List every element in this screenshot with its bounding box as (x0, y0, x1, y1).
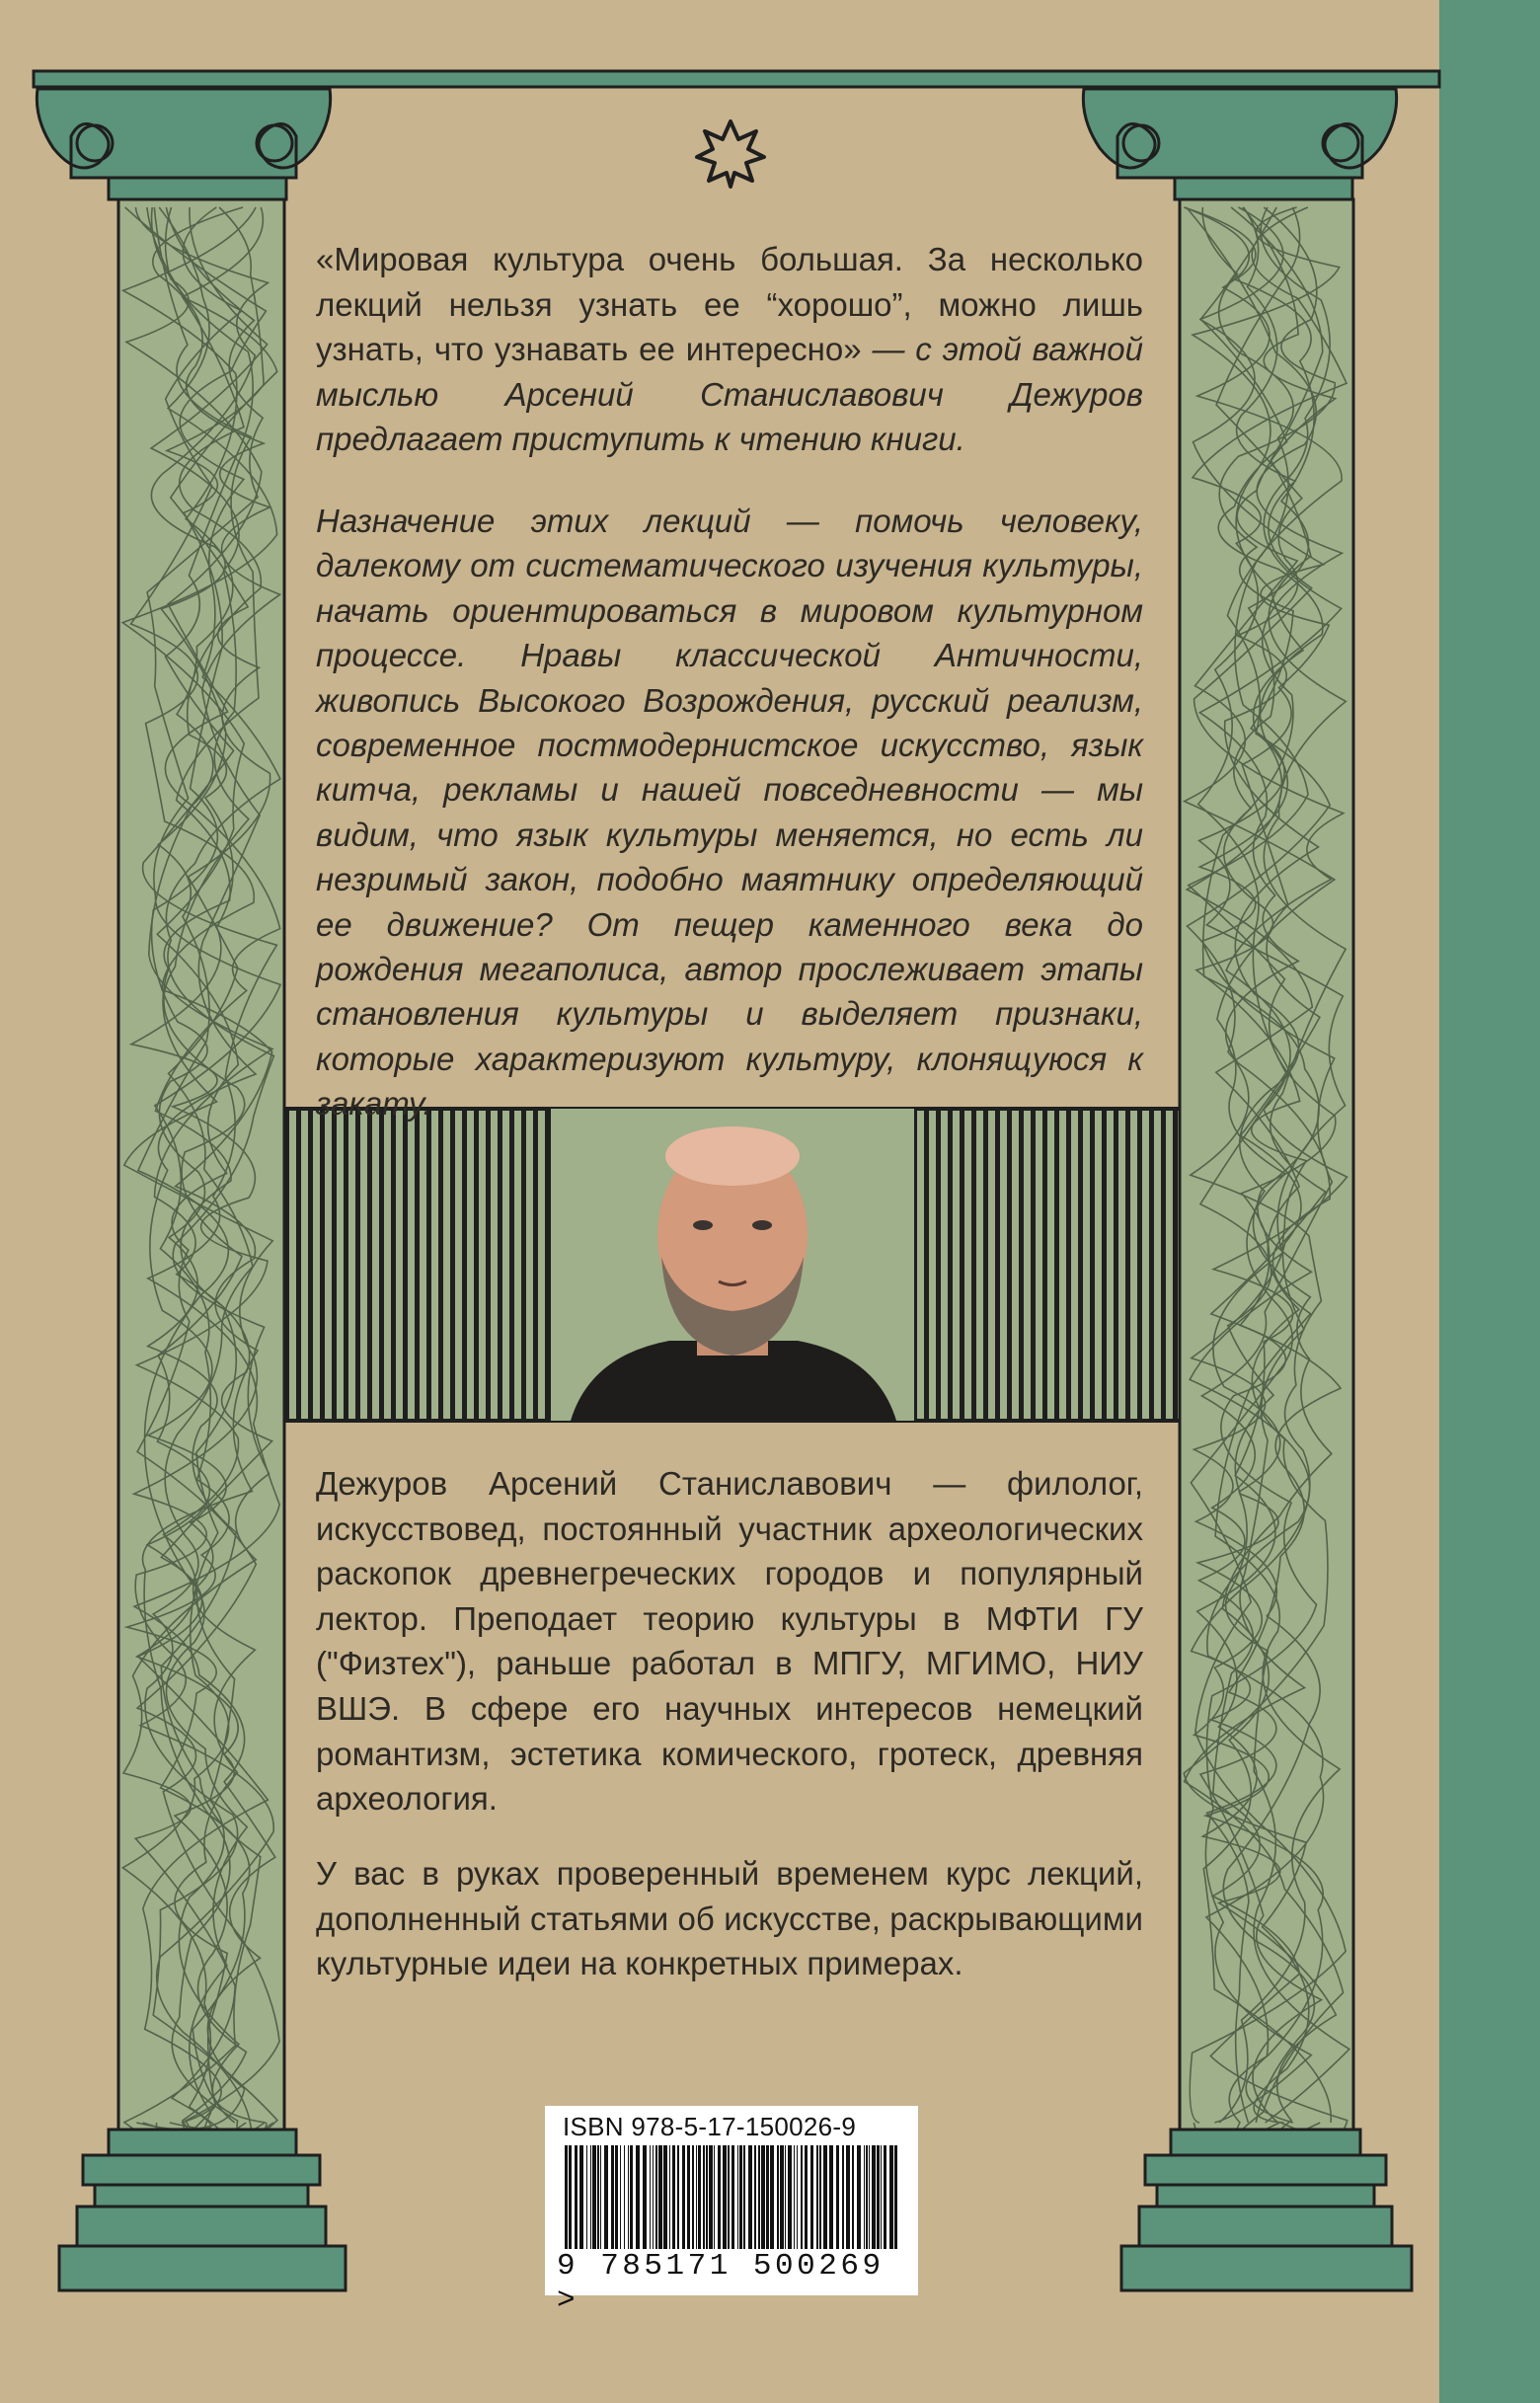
barcode-bar (737, 2145, 738, 2249)
barcode-bar (894, 2145, 897, 2249)
author-photo (551, 1109, 914, 1421)
barcode-bar (672, 2145, 675, 2249)
barcode-bar (624, 2145, 625, 2249)
eight-point-star-icon (697, 121, 764, 187)
barcode-bar (698, 2145, 701, 2249)
barcode-bar (842, 2145, 844, 2249)
barcode-bar (615, 2145, 618, 2249)
barcode-bar (630, 2145, 633, 2249)
barcode-bar (836, 2145, 839, 2249)
barcode-bar (592, 2145, 596, 2249)
barcode-bar (653, 2145, 654, 2249)
barcode-bar (777, 2145, 779, 2249)
barcode-bar (628, 2145, 629, 2249)
author-bio-text: Дежуров Арсений Станиславович — филолог, искусствовед, постоянный участник археологических раскопок древнегреческих городов и популярный лектор. Преподает теорию культуры в МФТИ ГУ ("Физтех"), раньше работал в МПГУ, МГИМО, НИУ ВШЭ. В сфере его научных интересов немецкий романтизм, эстетика комического, гротеск, древняя археология. (316, 1465, 1143, 1818)
barcode-bar (575, 2145, 578, 2249)
barcode-bar (655, 2145, 657, 2249)
barcode-bar (780, 2145, 784, 2249)
barcode-bar (600, 2145, 601, 2249)
barcode-bar (692, 2145, 694, 2249)
quote-text: «Мировая культура очень большая. За несколько лекций нельзя узнать ее “хорошо”, можно лишь узнать, что узнавать ее интересно» (316, 241, 1143, 367)
barcode-bar (805, 2145, 808, 2249)
barcode-bar (869, 2145, 870, 2249)
barcode-bar (758, 2145, 760, 2249)
barcode-bar (663, 2145, 667, 2249)
barcode-bar (590, 2145, 591, 2249)
barcode-bar (864, 2145, 865, 2249)
top-beam (34, 71, 1439, 87)
barcode-bar (732, 2145, 734, 2249)
isbn-digits: 9 785171 500269 > (557, 2249, 885, 2318)
barcode-bar (761, 2145, 765, 2249)
barcode-bar (643, 2145, 647, 2249)
quote-paragraph (316, 237, 1143, 462)
barcode-bar (754, 2145, 756, 2249)
barcode-bar (718, 2145, 721, 2249)
barcode-bar (877, 2145, 880, 2249)
barcode-bar (620, 2145, 621, 2249)
barcode-bar (696, 2145, 697, 2249)
barcode-bar (586, 2145, 587, 2249)
barcode-bar (872, 2145, 876, 2249)
barcode-bar (801, 2145, 803, 2249)
barcode-bar (723, 2145, 727, 2249)
barcode-bar (658, 2145, 662, 2249)
barcode-bar (636, 2145, 640, 2249)
barcode-bar (703, 2145, 705, 2249)
barcode-bar (669, 2145, 670, 2249)
barcode-bar (810, 2145, 813, 2249)
barcode-bar (728, 2145, 730, 2249)
barcode-bar (597, 2145, 599, 2249)
right-column-capital (1083, 89, 1396, 199)
barcode-bar (565, 2145, 568, 2249)
purpose-paragraph (316, 499, 1143, 1126)
barcode-bar (739, 2145, 742, 2249)
barcode-bar (785, 2145, 786, 2249)
barcode-bar (794, 2145, 795, 2249)
barcode-bar (889, 2145, 893, 2249)
barcode (565, 2145, 900, 2249)
right-column-base (1121, 2130, 1412, 2290)
barcode-bar (788, 2145, 792, 2249)
stripe-band-right (914, 1109, 1180, 1421)
closing-text: У вас в руках проверенный временем курс лекций, дополненный статьями об искусстве, раскрывающими культурные идеи на конкретных примерах. (316, 1855, 1143, 1982)
barcode-bar (866, 2145, 868, 2249)
barcode-bar (884, 2145, 886, 2249)
barcode-bar (687, 2145, 690, 2249)
barcode-bar (881, 2145, 882, 2249)
barcode-bar (748, 2145, 752, 2249)
barcode-bar (857, 2145, 861, 2249)
barcode-bar (579, 2145, 583, 2249)
quote-attribution: — с этой важной мыслью Арсений Станиславович Дежуров предлагает приступить к чтению книги. (316, 331, 1143, 457)
barcode-bar (766, 2145, 769, 2249)
barcode-bar (797, 2145, 798, 2249)
barcode-bar (714, 2145, 715, 2249)
barcode-bar (569, 2145, 572, 2249)
barcode-bar (770, 2145, 774, 2249)
barcode-bar (743, 2145, 745, 2249)
barcode-bar (816, 2145, 818, 2249)
barcode-bar (846, 2145, 850, 2249)
barcode-bar (677, 2145, 679, 2249)
stripe-band-left (284, 1109, 551, 1421)
left-column-capital (37, 89, 330, 199)
barcode-bar (682, 2145, 685, 2249)
left-column-base (59, 2130, 346, 2290)
barcode-bar (829, 2145, 833, 2249)
barcode-bar (650, 2145, 651, 2249)
author-bio-paragraph (316, 1461, 1143, 1822)
purpose-text: Назначение этих лекций — помочь человеку, далекому от систематического изучения культуры, начать ориентироваться в мировом культурном процессе. Нравы классической Античности, живопись Высокого Возрождения, русский реализм, современное постмодернистское искусство, язык китча, рекламы и нашей повседневности — мы видим, что язык культуры меняется, но есть ли незримый закон, подобно маятнику определяющий ее движение? От пещер каменного века до рождения мегаполиса, автор прослеживает этапы становления культуры и выделяет признаки, которые характеризуют культуру, клонящуюся к закату. (316, 503, 1143, 1123)
barcode-bar (852, 2145, 854, 2249)
closing-paragraph (316, 1851, 1143, 1986)
barcode-bar (819, 2145, 821, 2249)
isbn-barcode-box (545, 2106, 918, 2318)
barcode-bar (823, 2145, 827, 2249)
barcode-bar (709, 2145, 713, 2249)
barcode-bar (604, 2145, 608, 2249)
barcode-bar (706, 2145, 708, 2249)
isbn-label: ISBN 978-5-17-150026-9 (563, 2112, 857, 2141)
barcode-bar (611, 2145, 614, 2249)
